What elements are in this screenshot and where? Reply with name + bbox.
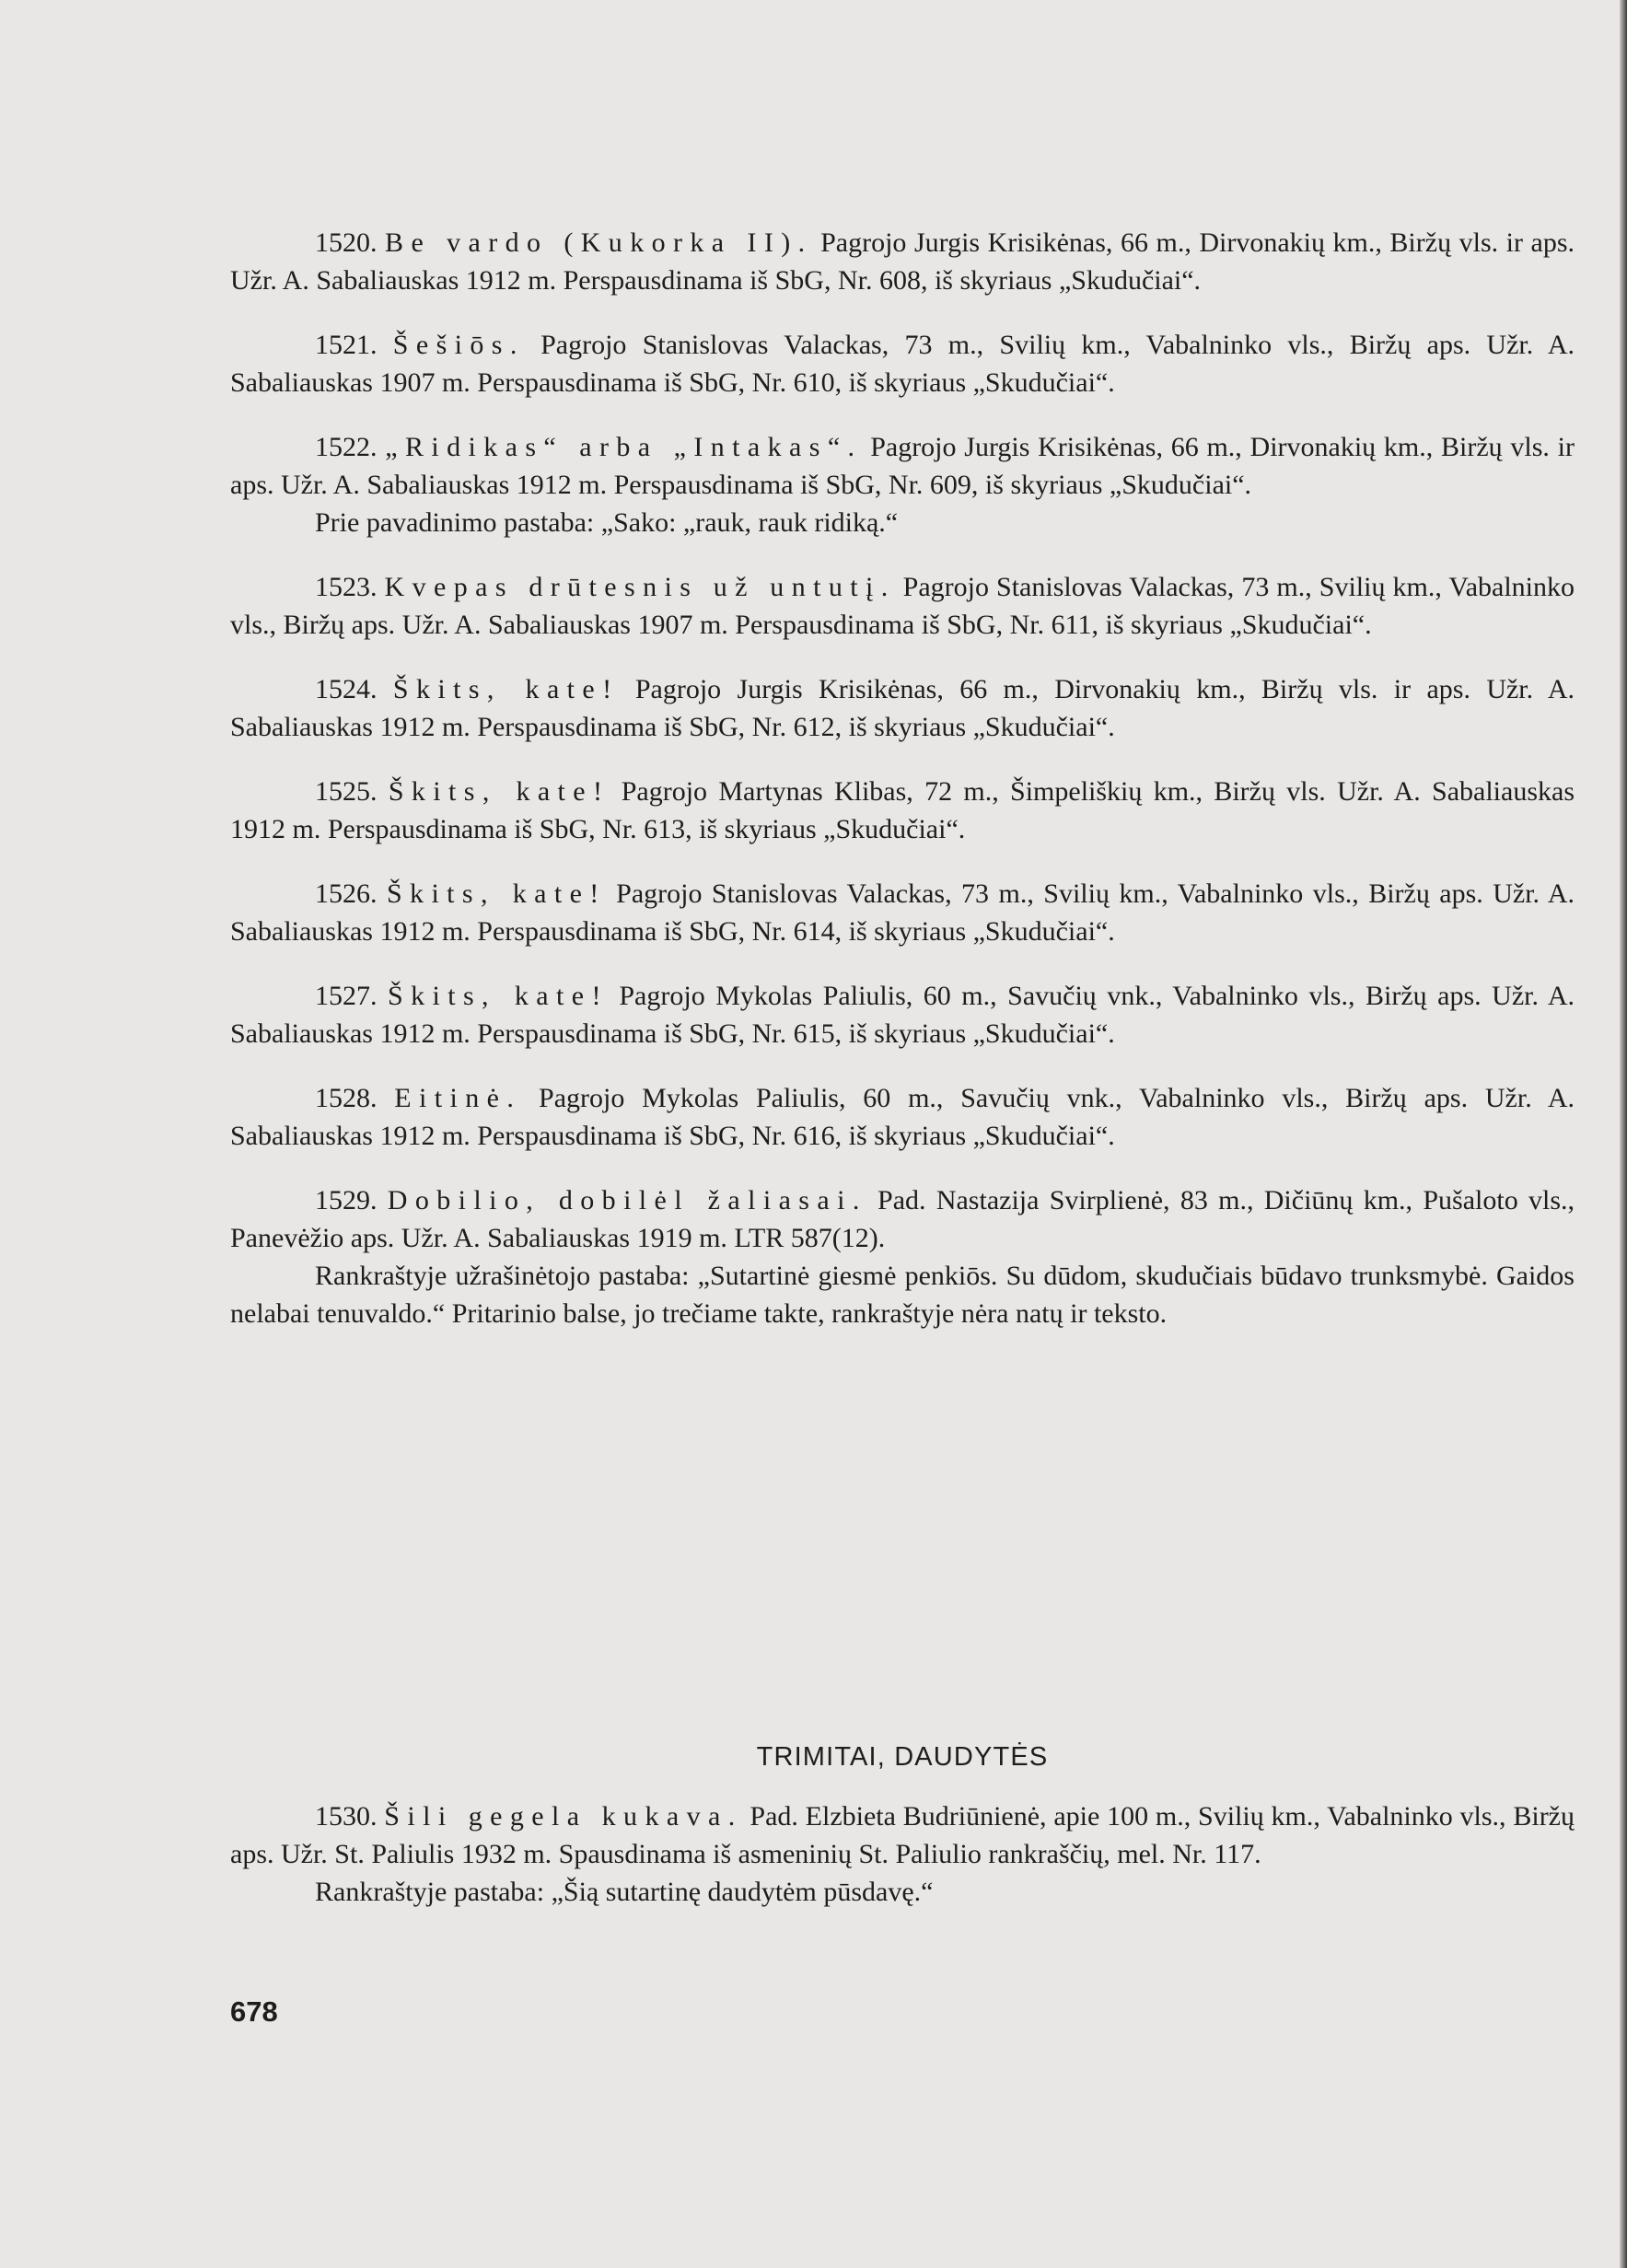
- entry-1527: [230, 977, 1575, 1053]
- entry-title: Eitinė.: [394, 1083, 522, 1113]
- entry-body: Pagrojo Stanislovas Valackas, 73 m., Svilių km., Vabalninko vls., Biržų aps. Užr. A. Sabaliauskas 1907 m. Perspausdinama iš SbG, Nr. 611, iš skyriaus „Skudučiai“.: [230, 572, 1575, 640]
- entry-title: Škits, kate!: [386, 878, 607, 909]
- entry-1529: [230, 1181, 1575, 1332]
- entry-number: 1528.: [315, 1083, 378, 1113]
- entry-paragraph: [230, 1079, 1575, 1155]
- entry-body: Pagrojo Martynas Klibas, 72 m., Šimpeliškių km., Biržų vls. Užr. A. Sabaliauskas 1912 m. Perspausdinama iš SbG, Nr. 613, iš skyriaus „Skudučiai“.: [230, 776, 1575, 844]
- entry-number: 1530.: [315, 1801, 378, 1832]
- entries-list: [230, 224, 1575, 1359]
- entry-body: Pagrojo Mykolas Paliulis, 60 m., Savučių vnk., Vabalninko vls., Biržų aps. Užr. A. Sabaliauskas 1912 m. Perspausdinama iš SbG, Nr. 615, iš skyriaus „Skudučiai“.: [230, 981, 1575, 1049]
- entry-1524: [230, 670, 1575, 746]
- page-number: 678: [230, 1995, 278, 2028]
- entry-paragraph: [230, 670, 1575, 746]
- entry-body: Pad. Elzbieta Budriūnienė, apie 100 m., Svilių km., Vabalninko vls., Biržų aps. Užr. St. Paliulis 1932 m. Spausdinama iš asmeninių St. Paliulio rankraščių, mel. Nr. 117.: [230, 1801, 1575, 1869]
- entry-title: Be vardo (Kukorka II).: [385, 227, 813, 258]
- entry-body: Pagrojo Jurgis Krisikėnas, 66 m., Dirvonakių km., Biržų vls. ir aps. Užr. A. Sabaliauskas 1912 m. Perspausdinama iš SbG, Nr. 612, iš skyriaus „Skudučiai“.: [230, 674, 1575, 742]
- entry-body: Pagrojo Jurgis Krisikėnas, 66 m., Dirvonakių km., Biržų vls. ir aps. Užr. A. Sabaliauskas 1912 m. Perspausdinama iš SbG, Nr. 608, iš skyriaus „Skudučiai“.: [230, 227, 1575, 296]
- entry-body: Pagrojo Mykolas Paliulis, 60 m., Savučių vnk., Vabalninko vls., Biržų aps. Užr. A. Sabaliauskas 1912 m. Perspausdinama iš SbG, Nr. 616, iš skyriaus „Skudučiai“.: [230, 1083, 1575, 1151]
- page-edge-shadow: [1620, 0, 1627, 2268]
- entry-title: Šili gegela kukava.: [384, 1801, 743, 1832]
- entry-1530: [230, 1797, 1575, 1911]
- entry-1522: [230, 428, 1575, 541]
- entry-title: Škits, kate!: [388, 981, 609, 1011]
- entry-title: Dobilio, dobilėl žaliasai.: [387, 1185, 867, 1215]
- entry-1523: [230, 568, 1575, 644]
- entry-number: 1521.: [315, 330, 378, 360]
- entry-body: Pad. Nastazija Svirplienė, 83 m., Dičiūnų km., Pušaloto vls., Panevėžio aps. Užr. A. Sabaliauskas 1919 m. LTR 587(12).: [230, 1185, 1575, 1253]
- entry-paragraph: [230, 224, 1575, 299]
- entry-number: 1524.: [315, 674, 378, 704]
- entry-1520: [230, 224, 1575, 299]
- entry-number: 1525.: [315, 776, 378, 807]
- entry-1521: [230, 326, 1575, 401]
- entry-title: Šešiōs.: [392, 330, 525, 360]
- entry-number: 1527.: [315, 981, 378, 1011]
- entry-body: Pagrojo Jurgis Krisikėnas, 66 m., Dirvonakių km., Biržų vls. ir aps. Užr. A. Sabaliauskas 1912 m. Perspausdinama iš SbG, Nr. 609, iš skyriaus „Skudučiai“.: [230, 432, 1575, 500]
- entry-1525: [230, 773, 1575, 848]
- entry-1526: [230, 875, 1575, 950]
- entry-note: Prie pavadinimo pastaba: „Sako: „rauk, rauk ridiką.“: [315, 507, 899, 538]
- entry-body: Pagrojo Stanislovas Valackas, 73 m., Svilių km., Vabalninko vls., Biržų aps. Užr. A. Sabaliauskas 1912 m. Perspausdinama iš SbG, Nr. 614, iš skyriaus „Skudučiai“.: [230, 878, 1575, 947]
- entry-body: Pagrojo Stanislovas Valackas, 73 m., Svilių km., Vabalninko vls., Biržų aps. Užr. A. Sabaliauskas 1907 m. Perspausdinama iš SbG, Nr. 610, iš skyriaus „Skudučiai“.: [230, 330, 1575, 398]
- entry-title: Škits, kate!: [388, 776, 610, 807]
- section-heading: TRIMITAI, DAUDYTĖS: [756, 1742, 1049, 1772]
- entry-note: Rankraštyje pastaba: „Šią sutartinę daudytėm pūsdavę.“: [315, 1877, 934, 1907]
- entry-paragraph: [230, 773, 1575, 848]
- entry-title: Škits, kate!: [392, 674, 620, 704]
- entry-note: Rankraštyje užrašinėtojo pastaba: „Sutartinė giesmė penkiōs. Su dūdom, skudučiais būdavo trunksmybė. Gaidos nelabai tenuvaldo.“ Pritarinio balse, jo trečiame takte, rankraštyje nėra natų ir teksto.: [230, 1261, 1575, 1329]
- entry-number: 1522.: [315, 432, 378, 462]
- entry-number: 1526.: [315, 878, 378, 909]
- entry-paragraph: [230, 875, 1575, 950]
- entry-paragraph: [230, 1181, 1575, 1257]
- entry-paragraph: [230, 977, 1575, 1053]
- entry-number: 1529.: [315, 1185, 378, 1215]
- entry-number: 1523.: [315, 572, 378, 602]
- entry-paragraph: [230, 1797, 1575, 1873]
- entry-title: Kvepas drūtesnis už untutį.: [384, 572, 896, 602]
- entry-number: 1520.: [315, 227, 378, 258]
- entry-title: „Ridikas“ arba „Intakas“.: [385, 432, 863, 462]
- entry-paragraph: [230, 326, 1575, 401]
- entry-paragraph: [230, 428, 1575, 504]
- entry-paragraph: [230, 568, 1575, 644]
- entry-1528: [230, 1079, 1575, 1155]
